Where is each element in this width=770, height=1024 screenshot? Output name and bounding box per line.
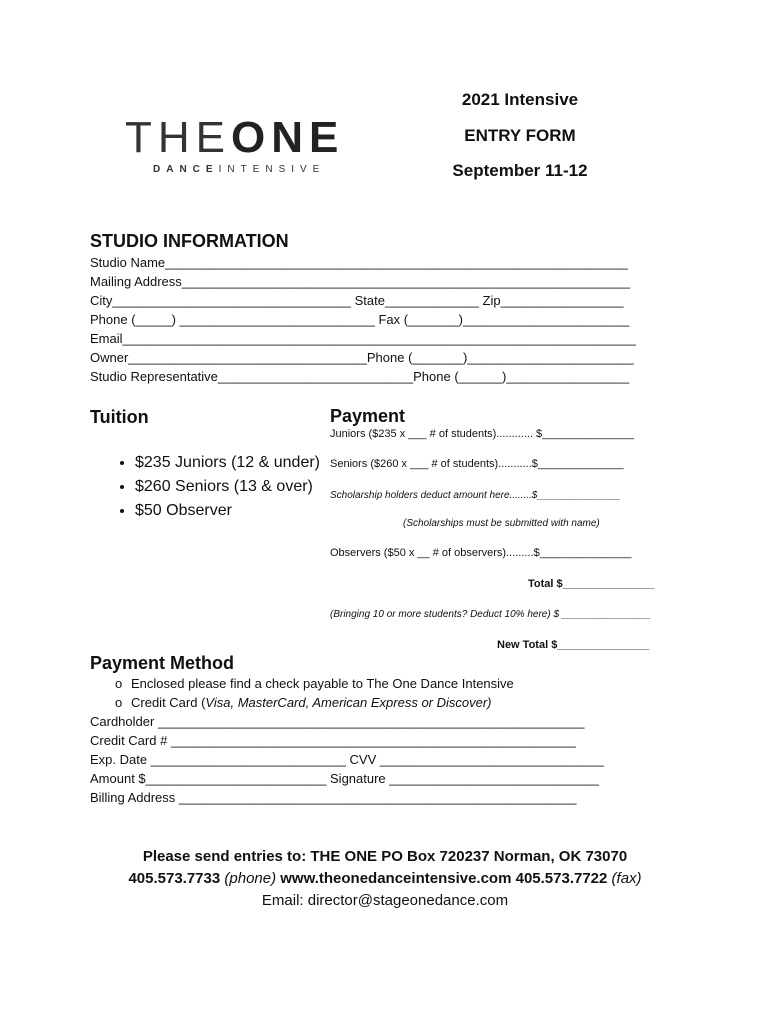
cardholder-field[interactable]: Cardholder ___________________________________________________________ — [90, 714, 585, 729]
footer-fax: 405.573.7722 — [515, 870, 608, 887]
mailing-address-field[interactable]: Mailing Address______________________________________________________________ — [90, 274, 631, 289]
logo-the: THE — [125, 113, 231, 162]
studio-name-field[interactable]: Studio Name________________________________________________________________ — [90, 255, 628, 270]
footer-phone: 405.573.7733 — [128, 870, 221, 887]
check-option[interactable] — [115, 674, 514, 693]
header-year: 2021 Intensive — [461, 90, 579, 109]
card-number-field[interactable]: Credit Card # ________________________________________________________ — [90, 733, 576, 748]
logo-intensive: INTENSIVE — [218, 164, 326, 175]
credit-card-label: Credit Card ( — [131, 695, 206, 710]
tuition-item: • $260 Seniors (13 & over) — [135, 475, 320, 499]
footer-fax-label: (fax) — [611, 870, 642, 887]
scholarship-note: (Scholarships must be submitted with name) — [403, 518, 600, 529]
card-types: Visa, MasterCard, American Express or Discover) — [205, 695, 492, 710]
footer-email[interactable]: Email: director@stageonedance.com — [261, 892, 509, 909]
exp-cvv-field[interactable]: Exp. Date ___________________________ CVV _______________________________ — [90, 752, 604, 767]
logo — [125, 113, 370, 175]
scholarship-line[interactable]: Scholarship holders deduct amount here........$_______________ — [330, 490, 621, 501]
discount-line[interactable]: (Bringing 10 or more students? Deduct 10% here) $ ________________ — [330, 609, 651, 620]
header-form-title: ENTRY FORM — [464, 126, 576, 145]
new-total-line[interactable]: New Total $_______________ — [497, 639, 650, 651]
total-line[interactable]: Total $_______________ — [528, 578, 655, 590]
city-state-zip-field[interactable]: City_________________________________ State_____________ Zip_________________ — [90, 293, 624, 308]
tuition-list — [113, 451, 320, 523]
studio-fields — [90, 253, 636, 386]
amount-signature-field[interactable]: Amount $_________________________ Signature _____________________________ — [90, 771, 599, 786]
owner-field[interactable]: Owner_________________________________Phone (_______)_______________________ — [90, 350, 634, 365]
payment-method-title: Payment Method — [90, 653, 235, 673]
logo-subtitle — [125, 164, 370, 175]
payment-title: Payment — [330, 406, 406, 426]
credit-card-option[interactable] — [115, 693, 492, 712]
tuition-item: • $235 Juniors (12 & under) — [135, 451, 320, 475]
representative-field[interactable]: Studio Representative___________________________Phone (______)_________________ — [90, 369, 630, 384]
footer-website[interactable]: www.theonedanceintensive.com — [280, 870, 512, 887]
tuition-title: Tuition — [90, 407, 149, 427]
logo-dance: DANCE — [153, 164, 219, 175]
studio-title: STUDIO INFORMATION — [90, 231, 289, 251]
seniors-line[interactable]: Seniors ($260 x ___ # of students)...........$______________ — [330, 458, 624, 470]
footer-mailing: Please send entries to: THE ONE PO Box 720237 Norman, OK 73070 — [142, 848, 628, 865]
header-dates: September 11-12 — [452, 161, 588, 180]
observers-line[interactable]: Observers ($50 x __ # of observers).........$_______________ — [330, 547, 632, 559]
phone-fax-field[interactable]: Phone (_____) ___________________________ Fax (_______)_______________________ — [90, 312, 630, 327]
juniors-line[interactable]: Juniors ($235 x ___ # of students)............ $_______________ — [330, 428, 634, 440]
footer-phone-label: (phone) — [224, 870, 277, 887]
billing-address-field[interactable]: Billing Address _______________________________________________________ — [90, 790, 577, 805]
radio-bullet-icon[interactable]: o — [115, 676, 123, 691]
logo-one: ONE — [231, 113, 345, 162]
footer-contact — [0, 867, 770, 890]
card-fields — [90, 712, 604, 807]
check-option-label: Enclosed please find a check payable to The One Dance Intensive — [131, 676, 514, 691]
radio-bullet-icon[interactable]: o — [115, 695, 123, 710]
tuition-item: • $50 Observer — [135, 499, 320, 523]
email-field[interactable]: Email_______________________________________________________________________ — [90, 331, 636, 346]
